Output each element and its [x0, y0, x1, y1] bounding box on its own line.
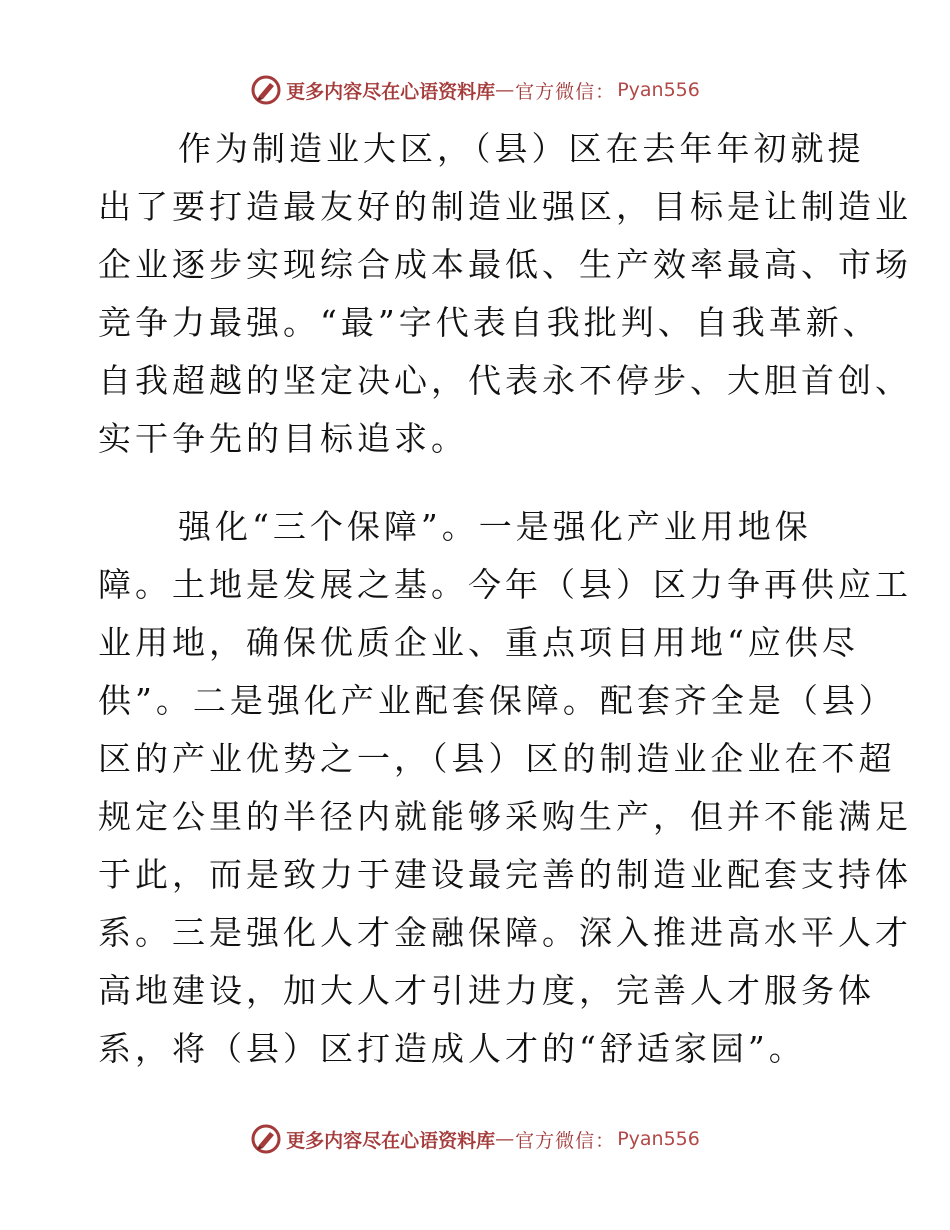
footer-banner[interactable] — [0, 1119, 950, 1159]
paragraph-1 — [98, 120, 912, 468]
quill-pen-logo-icon — [250, 74, 282, 106]
banner-separator: — — [495, 79, 516, 101]
paragraph-line: 业用地，确保优质企业、重点项目用地“应供尽 — [98, 623, 859, 662]
paragraph-line: 作为制造业大区，（县）区在去年年初就提 — [178, 129, 865, 168]
paragraph-line: 系，将（县）区打造成人才的“舒适家园”。 — [98, 1029, 806, 1068]
banner-wechat-id: Pyan556 — [617, 79, 700, 101]
banner-site-text: 更多内容尽在心语资料库 — [286, 80, 496, 103]
paragraph-line: 强化“三个保障”。一是强化产业用地保 — [178, 507, 812, 546]
banner-wechat-label: 官方微信： — [515, 1129, 616, 1152]
paragraph-line: 自我超越的坚定决心，代表永不停步、大胆首创、 — [98, 361, 912, 400]
paragraph-line: 障。土地是发展之基。今年（县）区力争再供应工 — [98, 565, 912, 604]
paragraph-line: 出了要打造最友好的制造业强区，目标是让制造业 — [98, 187, 912, 226]
header-banner[interactable] — [0, 70, 950, 110]
paragraph-line: 高地建设，加大人才引进力度，完善人才服务体 — [98, 971, 875, 1010]
paragraph-line: 系。三是强化人才金融保障。深入推进高水平人才 — [98, 913, 912, 952]
paragraph-line: 企业逐步实现综合成本最低、生产效率最高、市场 — [98, 245, 912, 284]
paragraph-line: 竞争力最强。“最”字代表自我批判、自我革新、 — [98, 303, 880, 342]
document-body — [98, 120, 912, 1078]
paragraph-line: 区的产业优势之一，（县）区的制造业企业在不超 — [98, 739, 896, 778]
quill-pen-logo-icon — [250, 1123, 282, 1155]
banner-wechat-id: Pyan556 — [617, 1128, 700, 1150]
banner-wechat-label: 官方微信： — [515, 80, 616, 103]
banner-site-text: 更多内容尽在心语资料库 — [286, 1129, 496, 1152]
paragraph-2 — [98, 498, 912, 1078]
paragraph-line: 于此，而是致力于建设最完善的制造业配套支持体 — [98, 855, 912, 894]
banner-separator: — — [495, 1128, 516, 1150]
paragraph-line: 实干争先的目标追求。 — [98, 419, 468, 458]
paragraph-line: 规定公里的半径内就能够采购生产，但并不能满足 — [98, 797, 912, 836]
paragraph-line: 供”。二是强化产业配套保障。配套齐全是（县） — [98, 681, 896, 720]
